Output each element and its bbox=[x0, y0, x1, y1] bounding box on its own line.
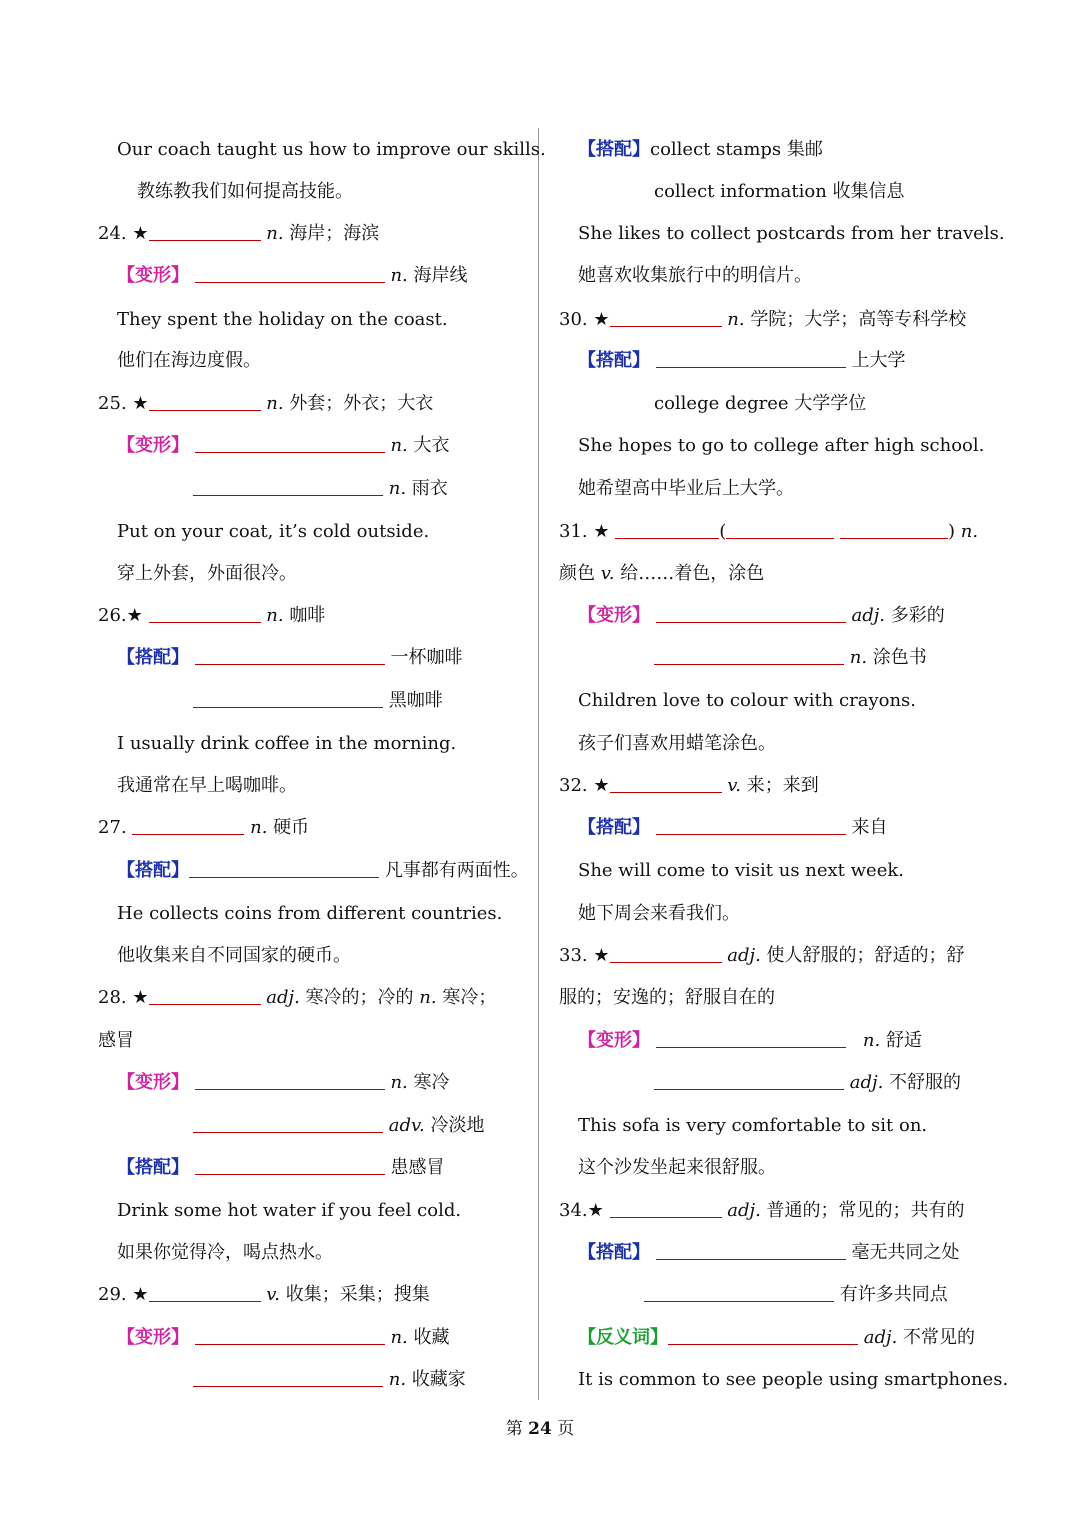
part-of-speech: n. bbox=[390, 1327, 408, 1348]
meaning: 不舒服的 bbox=[889, 1072, 962, 1093]
example-translation: 教练教我们如何提高技能。 bbox=[137, 181, 353, 202]
example-sentence: This sofa is very comfortable to sit on. bbox=[578, 1115, 928, 1136]
example-translation: 我通常在早上喝咖啡。 bbox=[117, 775, 297, 796]
entry-33-continued: 服的；安逸的；舒服自在的 bbox=[559, 987, 775, 1008]
entry-34 bbox=[559, 1193, 965, 1229]
entry-number: 24. bbox=[98, 223, 127, 244]
entry-number: 30. bbox=[559, 309, 588, 330]
meaning: 来；来到 bbox=[746, 775, 819, 796]
meaning: 收藏家 bbox=[411, 1369, 466, 1390]
collocation-tag: 【搭配】 bbox=[117, 860, 189, 881]
answer-blank[interactable] bbox=[610, 772, 722, 793]
star-icon: ★ bbox=[132, 987, 149, 1008]
answer-blank[interactable] bbox=[193, 1112, 383, 1133]
answer-blank[interactable] bbox=[654, 644, 844, 665]
part-of-speech: n. bbox=[849, 647, 868, 668]
entry-26-collocation-2 bbox=[193, 683, 443, 719]
answer-blank[interactable] bbox=[656, 602, 846, 623]
answer-blank[interactable] bbox=[656, 1239, 846, 1260]
example-translation: 她下周会来看我们。 bbox=[578, 903, 740, 924]
entry-31-variant bbox=[578, 598, 945, 634]
example-translation: 她喜欢收集旅行中的明信片。 bbox=[578, 265, 812, 286]
meaning: 普通的；常见的；共有的 bbox=[766, 1200, 965, 1221]
meaning: 来自 bbox=[851, 817, 888, 838]
footer-suffix: 页 bbox=[557, 1419, 575, 1439]
answer-blank-variant[interactable] bbox=[726, 518, 834, 539]
meaning: 海岸；海滨 bbox=[289, 223, 380, 244]
example-translation: 如果你觉得冷，喝点热水。 bbox=[117, 1242, 333, 1263]
entry-number: 32. bbox=[559, 775, 588, 796]
part-of-speech: adv. bbox=[388, 1115, 425, 1136]
collocation-tag: 【搭配】 bbox=[117, 647, 189, 668]
star-icon: ★ bbox=[132, 393, 149, 414]
star-icon: ★ bbox=[126, 605, 143, 626]
entry-26 bbox=[98, 598, 325, 634]
entry-28-variant bbox=[117, 1065, 450, 1101]
meaning: 大衣 bbox=[413, 435, 450, 456]
example-sentence: She will come to visit us next week. bbox=[578, 860, 904, 881]
example-sentence: Our coach taught us how to improve our skills. bbox=[117, 139, 546, 160]
entry-number: 27. bbox=[98, 817, 127, 838]
collocation-text: collect stamps 集邮 bbox=[650, 139, 823, 160]
example-sentence: She hopes to go to college after high school. bbox=[578, 435, 985, 456]
entry-31 bbox=[559, 514, 978, 550]
variant-tag: 【变形】 bbox=[117, 265, 189, 286]
star-icon: ★ bbox=[593, 521, 610, 542]
example-translation: 他收集来自不同国家的硬币。 bbox=[117, 945, 351, 966]
meaning: 海岸线 bbox=[413, 265, 468, 286]
answer-blank[interactable] bbox=[193, 1366, 383, 1387]
entry-25-variant bbox=[117, 428, 450, 464]
star-icon: ★ bbox=[593, 775, 610, 796]
example-sentence: Children love to colour with crayons. bbox=[578, 690, 917, 711]
footer-prefix: 第 bbox=[505, 1419, 523, 1439]
entry-34-collocation bbox=[578, 1235, 959, 1271]
paren-close: ) bbox=[948, 521, 956, 542]
example-sentence: They spent the holiday on the coast. bbox=[117, 309, 448, 330]
meaning: 收藏 bbox=[413, 1327, 450, 1348]
example-translation: 孩子们喜欢用蜡笔涂色。 bbox=[578, 733, 776, 754]
entry-28 bbox=[98, 980, 496, 1016]
meaning: 毫无共同之处 bbox=[851, 1242, 960, 1263]
entry-31-continued bbox=[559, 556, 764, 592]
example-translation: 他们在海边度假。 bbox=[117, 350, 261, 371]
example-sentence: Put on your coat, it’s cold outside. bbox=[117, 521, 430, 542]
answer-blank[interactable] bbox=[610, 1197, 722, 1218]
answer-blank[interactable] bbox=[149, 984, 261, 1005]
part-of-speech: adj. bbox=[851, 605, 886, 626]
meaning: 寒冷的；冷的 bbox=[305, 987, 414, 1008]
star-icon: ★ bbox=[593, 309, 610, 330]
variant-tag: 【变形】 bbox=[117, 1327, 189, 1348]
entry-34-collocation-2 bbox=[644, 1277, 948, 1313]
meaning: 冷淡地 bbox=[430, 1115, 485, 1136]
part-of-speech: n. bbox=[862, 1030, 881, 1051]
answer-blank[interactable] bbox=[644, 1281, 834, 1302]
paren-open: ( bbox=[719, 521, 727, 542]
example-sentence: Drink some hot water if you feel cold. bbox=[117, 1200, 462, 1221]
answer-blank[interactable] bbox=[610, 942, 722, 963]
meaning: 使人舒服的；舒适的；舒 bbox=[766, 945, 965, 966]
example-translation: 这个沙发坐起来很舒服。 bbox=[578, 1157, 776, 1178]
part-of-speech: adj. bbox=[849, 1072, 884, 1093]
part-of-speech: adj. bbox=[863, 1327, 898, 1348]
collocation-tag: 【搭配】 bbox=[578, 1242, 650, 1263]
entry-24-variant bbox=[117, 258, 468, 294]
meaning: 咖啡 bbox=[289, 605, 326, 626]
meaning: 舒适 bbox=[885, 1030, 922, 1051]
meaning: 多彩的 bbox=[890, 605, 945, 626]
entry-number: 33. bbox=[559, 945, 588, 966]
answer-blank[interactable] bbox=[656, 347, 846, 368]
entry-33 bbox=[559, 938, 965, 974]
meaning: 硬币 bbox=[273, 817, 310, 838]
part-of-speech: n. bbox=[390, 265, 408, 286]
entry-number: 29. bbox=[98, 1284, 127, 1305]
entry-33-variant bbox=[578, 1023, 922, 1059]
answer-blank[interactable] bbox=[149, 1281, 261, 1302]
part-of-speech: n. bbox=[266, 223, 284, 244]
part-of-speech: n. bbox=[419, 987, 437, 1008]
part-of-speech: adj. bbox=[727, 1200, 761, 1221]
entry-34-antonym bbox=[578, 1320, 975, 1356]
part-of-speech: adj. bbox=[727, 945, 761, 966]
entry-33-variant-2 bbox=[654, 1065, 961, 1101]
entry-number: 26. bbox=[98, 605, 127, 626]
example-sentence: It is common to see people using smartphones. bbox=[578, 1369, 1009, 1390]
meaning: 收集；采集；搜集 bbox=[285, 1284, 430, 1305]
part-of-speech: v. bbox=[600, 563, 615, 584]
page-number: 24 bbox=[528, 1419, 552, 1439]
entry-32-collocation bbox=[578, 810, 887, 846]
answer-blank[interactable] bbox=[193, 475, 383, 496]
entry-27 bbox=[98, 810, 309, 846]
variant-tag: 【变形】 bbox=[117, 435, 189, 456]
answer-blank-variant[interactable] bbox=[840, 518, 948, 539]
entry-number: 34. bbox=[559, 1200, 588, 1221]
entry-29 bbox=[98, 1277, 430, 1313]
meaning: 给……着色，涂色 bbox=[620, 563, 765, 584]
example-sentence: I usually drink coffee in the morning. bbox=[117, 733, 457, 754]
meaning: 不常见的 bbox=[903, 1327, 976, 1348]
entry-30-collocation-2: college degree 大学学位 bbox=[654, 393, 867, 414]
part-of-speech: n. bbox=[388, 478, 407, 499]
meaning: 黑咖啡 bbox=[388, 690, 443, 711]
collocation-tag: 【搭配】 bbox=[578, 139, 650, 160]
entry-32 bbox=[559, 768, 819, 804]
page-footer bbox=[0, 1414, 1080, 1444]
meaning: 雨衣 bbox=[411, 478, 448, 499]
meaning: 有许多共同点 bbox=[839, 1284, 948, 1305]
variant-tag: 【变形】 bbox=[578, 1030, 650, 1051]
entry-number: 25. bbox=[98, 393, 127, 414]
part-of-speech: n. bbox=[727, 309, 745, 330]
meaning: 颜色 bbox=[559, 563, 595, 584]
answer-blank[interactable] bbox=[149, 390, 261, 411]
part-of-speech: n. bbox=[250, 817, 268, 838]
part-of-speech: n. bbox=[390, 435, 408, 456]
entry-24 bbox=[98, 216, 379, 252]
antonym-tag: 【反义词】 bbox=[578, 1327, 668, 1348]
entry-31-variant-2 bbox=[654, 640, 927, 676]
answer-blank[interactable] bbox=[615, 518, 719, 539]
entry-27-collocation bbox=[117, 853, 529, 889]
answer-blank[interactable] bbox=[654, 1069, 844, 1090]
example-sentence: She likes to collect postcards from her travels. bbox=[578, 223, 1005, 244]
part-of-speech: n. bbox=[266, 393, 284, 414]
column-divider bbox=[538, 128, 539, 1400]
meaning: 学院；大学；高等专科学校 bbox=[750, 309, 967, 330]
meaning: 凡事都有两面性。 bbox=[384, 860, 529, 881]
answer-blank[interactable] bbox=[668, 1324, 858, 1345]
answer-blank[interactable] bbox=[132, 814, 244, 835]
collocation-tag: 【搭配】 bbox=[578, 350, 650, 371]
star-icon: ★ bbox=[132, 1284, 149, 1305]
part-of-speech: n. bbox=[390, 1072, 408, 1093]
collocation-tag: 【搭配】 bbox=[578, 817, 650, 838]
part-of-speech: adj. bbox=[266, 987, 300, 1008]
answer-blank[interactable] bbox=[195, 644, 385, 665]
entry-29-variant-2 bbox=[193, 1362, 466, 1398]
answer-blank[interactable] bbox=[193, 687, 383, 708]
answer-blank[interactable] bbox=[195, 1154, 385, 1175]
answer-blank[interactable] bbox=[656, 814, 846, 835]
entry-25-variant-2 bbox=[193, 471, 448, 507]
entry-29-variant bbox=[117, 1320, 450, 1356]
meaning: 寒冷 bbox=[413, 1072, 450, 1093]
collocation-line bbox=[578, 132, 823, 168]
collocation-line-2: collect information 收集信息 bbox=[654, 181, 905, 202]
answer-blank[interactable] bbox=[195, 1069, 385, 1090]
variant-tag: 【变形】 bbox=[117, 1072, 189, 1093]
star-icon: ★ bbox=[593, 945, 610, 966]
entry-number: 31. bbox=[559, 521, 588, 542]
variant-tag: 【变形】 bbox=[578, 605, 650, 626]
star-icon: ★ bbox=[132, 223, 149, 244]
example-translation: 穿上外套，外面很冷。 bbox=[117, 563, 297, 584]
answer-blank[interactable] bbox=[656, 1027, 846, 1048]
meaning: 一杯咖啡 bbox=[390, 647, 463, 668]
example-sentence: He collects coins from different countries. bbox=[117, 903, 503, 924]
answer-blank[interactable] bbox=[195, 262, 385, 283]
part-of-speech: v. bbox=[727, 775, 742, 796]
entry-28-continued: 感冒 bbox=[98, 1030, 134, 1051]
meaning: 上大学 bbox=[851, 350, 906, 371]
answer-blank[interactable] bbox=[610, 306, 722, 327]
answer-blank[interactable] bbox=[149, 602, 261, 623]
entry-30 bbox=[559, 302, 966, 338]
entry-28-collocation bbox=[117, 1150, 444, 1186]
answer-blank[interactable] bbox=[195, 432, 385, 453]
star-icon: ★ bbox=[587, 1200, 604, 1221]
entry-25 bbox=[98, 386, 433, 422]
part-of-speech: n. bbox=[388, 1369, 407, 1390]
entry-30-collocation bbox=[578, 343, 905, 379]
meaning: 外套；外衣；大衣 bbox=[289, 393, 434, 414]
part-of-speech: n. bbox=[266, 605, 284, 626]
answer-blank[interactable] bbox=[195, 1324, 385, 1345]
collocation-tag: 【搭配】 bbox=[117, 1157, 189, 1178]
meaning: 患感冒 bbox=[390, 1157, 445, 1178]
entry-number: 28. bbox=[98, 987, 127, 1008]
answer-blank[interactable] bbox=[189, 857, 379, 878]
answer-blank[interactable] bbox=[149, 220, 261, 241]
part-of-speech: v. bbox=[266, 1284, 281, 1305]
example-translation: 她希望高中毕业后上大学。 bbox=[578, 478, 794, 499]
entry-26-collocation bbox=[117, 640, 462, 676]
meaning: 寒冷； bbox=[442, 987, 497, 1008]
part-of-speech: n. bbox=[960, 521, 979, 542]
entry-28-variant-2 bbox=[193, 1108, 484, 1144]
meaning: 涂色书 bbox=[872, 647, 927, 668]
